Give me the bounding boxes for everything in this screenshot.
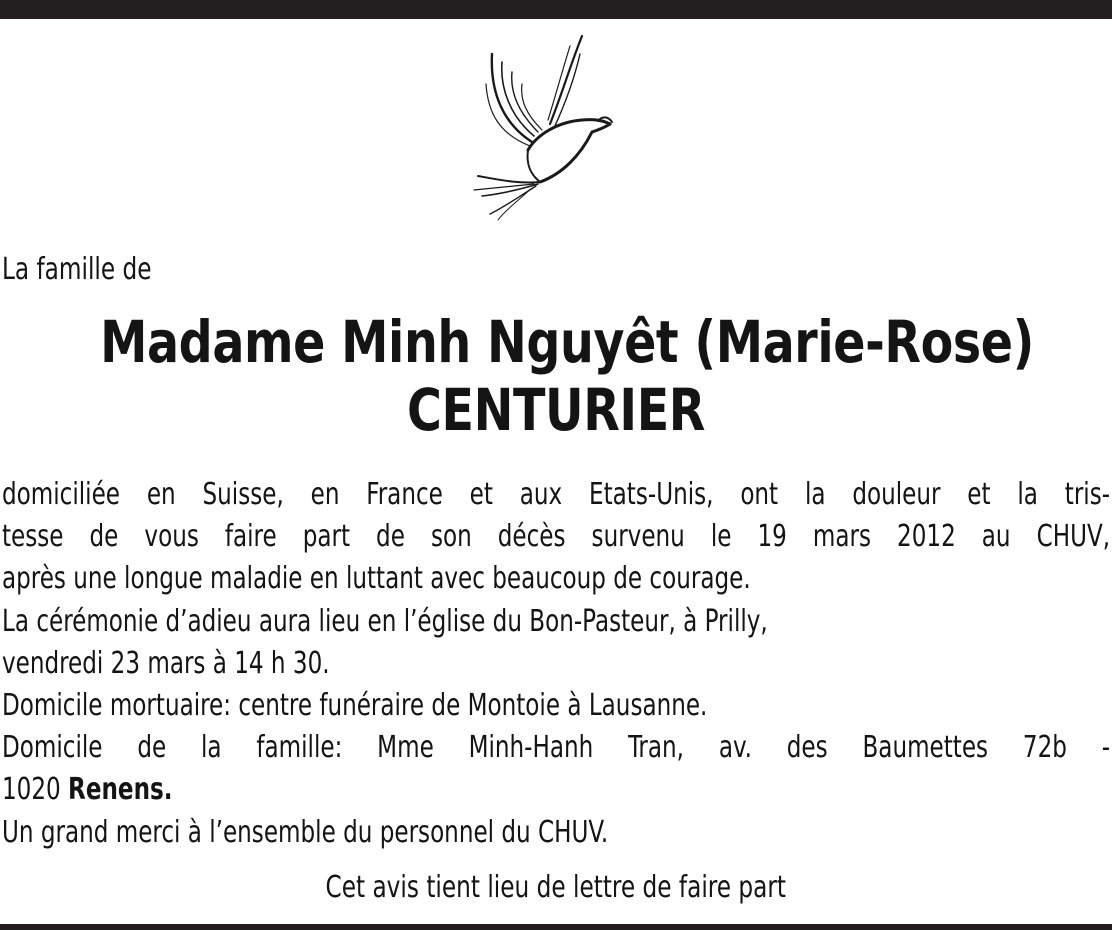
body-line: vendredi 23 mars à 14 h 30. [2, 645, 330, 681]
address-line [2, 769, 1110, 811]
footer-text: Cet avis tient lieu de lettre de faire part [325, 870, 787, 905]
body-line: domiciliée en Suisse, en France et aux Etats-Unis, ont la douleur et la tris- [2, 477, 1111, 512]
footer-note [0, 866, 1112, 910]
deceased-full-name: Madame Minh Nguyêt (Marie-Rose) [100, 308, 1034, 376]
bottom-rule [0, 924, 1112, 930]
body-line: Domicile de la famille: Mme Minh-Hanh Tran, av. des Baumettes 72b - [2, 730, 1111, 766]
body-line: tesse de vous faire part de son décès survenu le 19 mars 2012 au CHUV, [2, 519, 1111, 555]
notice-body [2, 474, 1110, 854]
postal-code: 1020 [2, 772, 61, 808]
deceased-surname: CENTURIER [406, 376, 705, 444]
body-line: Domicile mortuaire: centre funéraire de Montoie à Lausanne. [2, 688, 708, 724]
thanks-line: Un grand merci à l’ensemble du personnel du CHUV. [2, 814, 609, 850]
top-rule [0, 0, 1112, 19]
dove-icon [470, 24, 630, 224]
deceased-name [0, 308, 1112, 444]
city-name: Renens. [68, 772, 173, 808]
intro-text: La famille de [2, 252, 152, 287]
body-line: La cérémonie d’adieu aura lieu en l’église du Bon-Pasteur, à Prilly, [2, 603, 768, 639]
body-line: après une longue maladie en luttant avec beaucoup de courage. [2, 561, 751, 597]
